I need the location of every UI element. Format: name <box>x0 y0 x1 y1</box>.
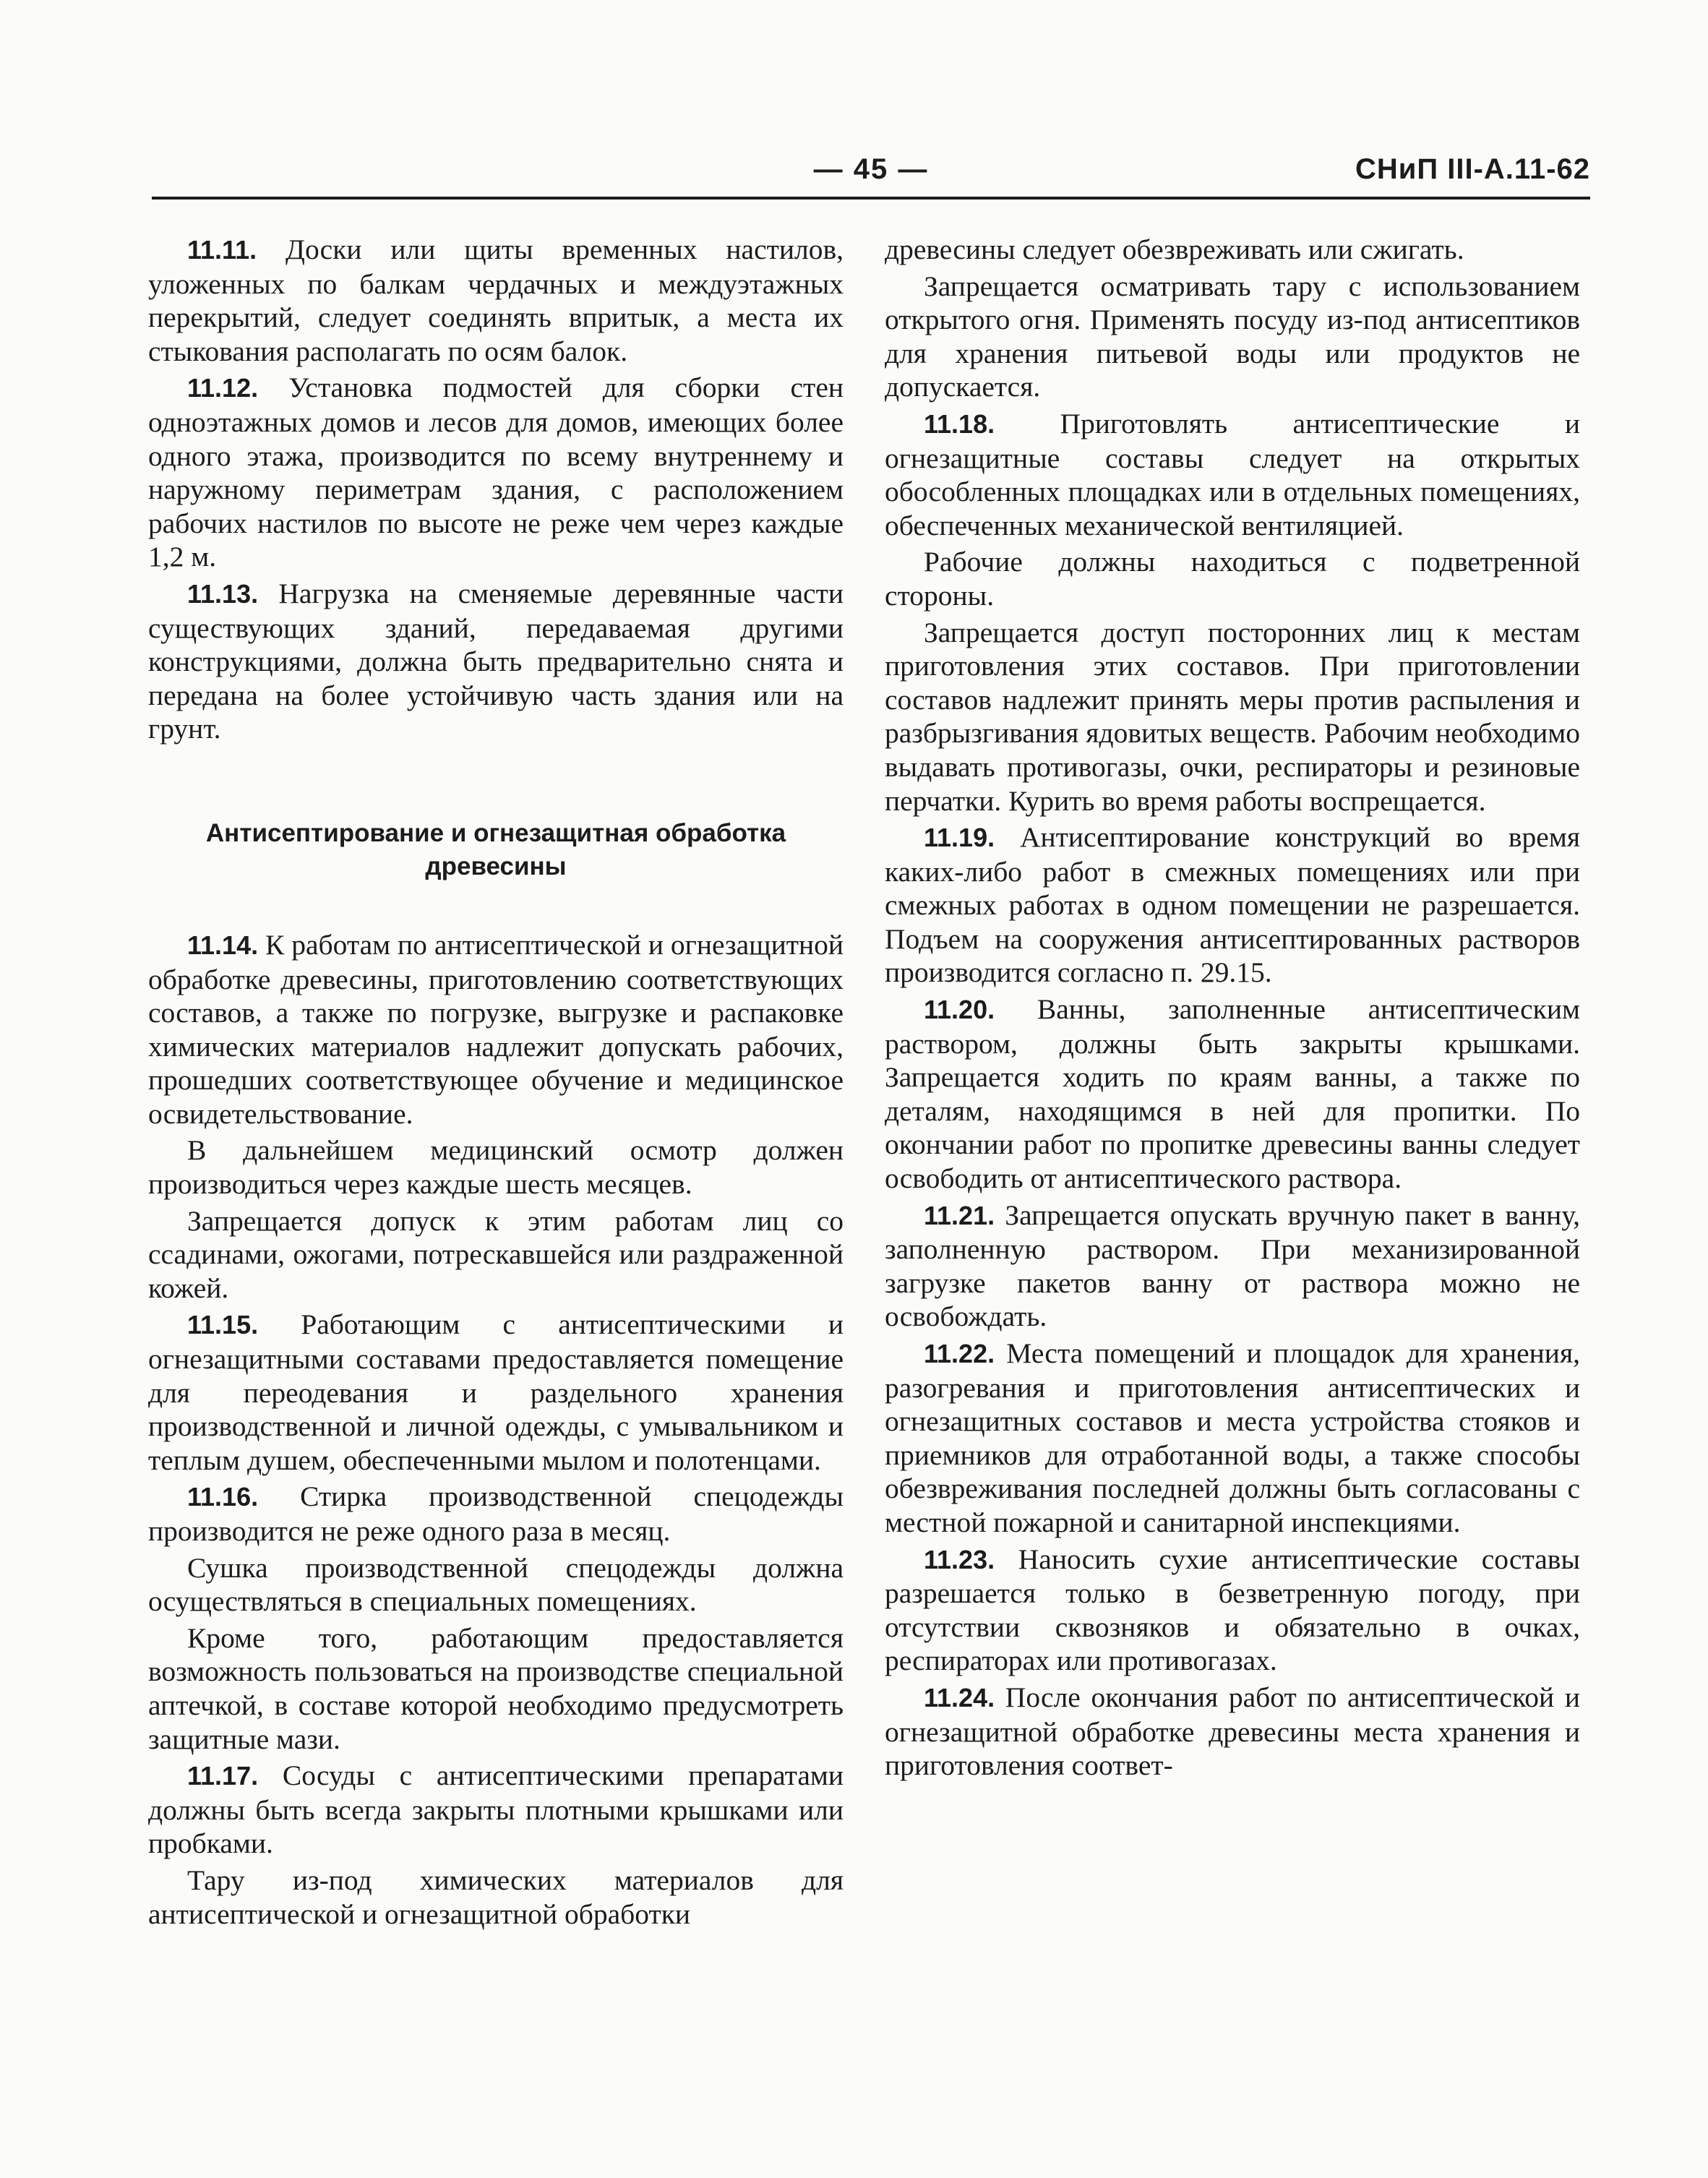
paragraph: Сушка производственной спецодежды должна осуществляться в специальных помещениях. <box>148 1551 844 1618</box>
paragraph-11-24 <box>885 1681 1580 1783</box>
clause-number: 11.24. <box>924 1682 995 1712</box>
paragraph: Кроме того, работающим предоставляется возможность пользоваться на производстве специальной аптечкой, в составе которой необходимо предусмотреть защитные мази. <box>148 1621 844 1755</box>
paragraph-text: Работающим с антисептическими и огнезащитными составами предоставляется помещение для переодевания и раздельного хранения производственной и личной одежды, с умывальником и теплым душем, обеспеченными мылом и полотенцами. <box>148 1308 844 1476</box>
paragraph-11-11 <box>148 233 844 368</box>
paragraph-text: Приготовлять антисептические и огнезащитные составы следует на открытых обособленных площадках или в отдельных помещениях, обеспеченных механической вентиляцией. <box>885 407 1580 541</box>
paragraph: Запрещается доступ посторонних лиц к местам приготовления этих составов. При приготовлении составов надлежит принять меры против распыления и разбрызгивания ядовитых веществ. Рабочим необходимо выдавать противогазы, очки, респираторы и резиновые перчатки. Курить во время работы воспрещается. <box>885 616 1580 817</box>
page-header <box>152 145 1590 195</box>
clause-number: 11.18. <box>924 408 995 439</box>
clause-number: 11.22. <box>924 1339 995 1368</box>
paragraph-11-16 <box>148 1480 844 1548</box>
clause-number: 11.14. <box>187 930 259 960</box>
paragraph-11-14 <box>148 928 844 1131</box>
paragraph-text: К работам по антисептической и огнезащитной обработке древесины, приготовлению соответствующих составов, а также по погрузке, выгрузке и распаковке химических материалов надлежит допускать рабочих, прошедших соответствующее обучение и медицинское освидетельствование. <box>148 928 844 1130</box>
paragraph-text: Запрещается опускать вручную пакет в ванну, заполненную раствором. При механизированной загрузке пакетов ванну от раствора можно не освобождать. <box>885 1199 1580 1333</box>
paragraph-text: Наносить сухие антисептические составы разрешается только в безветренную погоду, при отсутствии сквозняков и обязательно в очках, респираторах или противогазах. <box>885 1543 1580 1677</box>
paragraph-text: Доски или щиты временных настилов, уложенных по балкам чердачных и междуэтажных перекрытий, следует соединять впритык, а места их стыкования располагать по осям балок. <box>148 233 844 367</box>
clause-number: 11.13. <box>187 578 259 609</box>
paragraph: Запрещается осматривать тару с использованием открытого огня. Применять посуду из-под антисептиков для хранения питьевой воды или продуктов не допускается. <box>885 270 1580 403</box>
paragraph: Тару из-под химических материалов для антисептической и огнезащитной обработки <box>148 1864 844 1930</box>
paragraph-11-15 <box>148 1308 844 1477</box>
paragraph-text: Сосуды с антисептическими препаратами должны быть всегда закрыты плотными крышками или пробками. <box>148 1759 844 1860</box>
paragraph: Запрещается допуск к этим работам лиц со ссадинами, ожогами, потрескавшейся или раздраженной кожей. <box>148 1204 844 1304</box>
clause-number: 11.21. <box>924 1200 995 1230</box>
paragraph-11-18 <box>885 407 1580 542</box>
clause-number: 11.23. <box>924 1544 995 1574</box>
clause-number: 11.20. <box>924 995 995 1025</box>
paragraph-11-23 <box>885 1543 1580 1678</box>
paragraph-11-21 <box>885 1199 1580 1334</box>
paragraph-11-20 <box>885 992 1580 1196</box>
paragraph-text: Антисептирование конструкций во время каких-либо работ в смежных помещениях или при смежных работах в одном помещении не разрешается. Подъем на сооружения антисептированных растворов производится согласно п. 29.15. <box>885 821 1580 989</box>
paragraph-11-17 <box>148 1759 844 1861</box>
paragraph-text: Стирка производственной спецодежды производится не реже одного раза в месяц. <box>148 1480 844 1547</box>
paragraph-continued: древесины следует обезвреживать или сжигать. <box>885 233 1464 265</box>
paragraph-text: Установка подмостей для сборки стен одноэтажных домов и лесов для домов, имеющих более одного этажа, производится по всему внутреннему и наружному периметрам здания, с расположением рабочих настилов по высоте не реже чем через каждые 1,2 м. <box>148 372 844 573</box>
header-rule <box>152 197 1590 200</box>
left-column <box>148 233 844 1934</box>
paragraph-text: Места помещений и площадок для хранения, разогревания и приготовления антисептических и огнезащитных составов и места устройства стояков и приемников для отработанной воды, а также способы обезвреживания последней должны быть согласованы с местной пожарной и санитарной инспекциями. <box>885 1337 1580 1538</box>
clause-number: 11.12. <box>187 373 259 403</box>
document-code: СНиП III-А.11-62 <box>1355 153 1590 185</box>
clause-number: 11.17. <box>187 1761 259 1791</box>
paragraph-text: Нагрузка на сменяемые деревянные части существующих зданий, передаваемая другими конструкциями, должна быть предварительно снята и передана на более устойчивую часть здания или на грунт. <box>148 577 844 745</box>
paragraph-11-13 <box>148 577 844 746</box>
clause-number: 11.15. <box>187 1310 259 1340</box>
paragraph: Рабочие должны находиться с подветренной стороны. <box>885 546 1580 612</box>
section-heading: Антисептирование и огнезащитная обработка древесины <box>205 818 786 880</box>
clause-number: 11.11. <box>187 235 257 265</box>
paragraph-11-19 <box>885 820 1580 990</box>
paragraph: В дальнейшем медицинский осмотр должен производиться через каждые шесть месяцев. <box>148 1134 844 1201</box>
clause-number: 11.16. <box>187 1482 259 1512</box>
paragraph-text: Ванны, заполненные антисептическим раствором, должны быть закрыты крышками. Запрещается ходить по краям ванны, а также по деталям, находящимся в ней для пропитки. По окончании работ по пропитке древесины ванны следует освободить от антисептического раствора. <box>885 993 1580 1195</box>
paragraph-text: После окончания работ по антисептической и огнезащитной обработке древесины места хранения и приготовления соответ- <box>885 1681 1580 1782</box>
clause-number: 11.19. <box>924 823 995 853</box>
paragraph-11-22 <box>885 1337 1580 1540</box>
right-column <box>885 233 1580 1785</box>
paragraph-11-12 <box>148 371 844 574</box>
page-number: — 45 — <box>813 153 929 185</box>
